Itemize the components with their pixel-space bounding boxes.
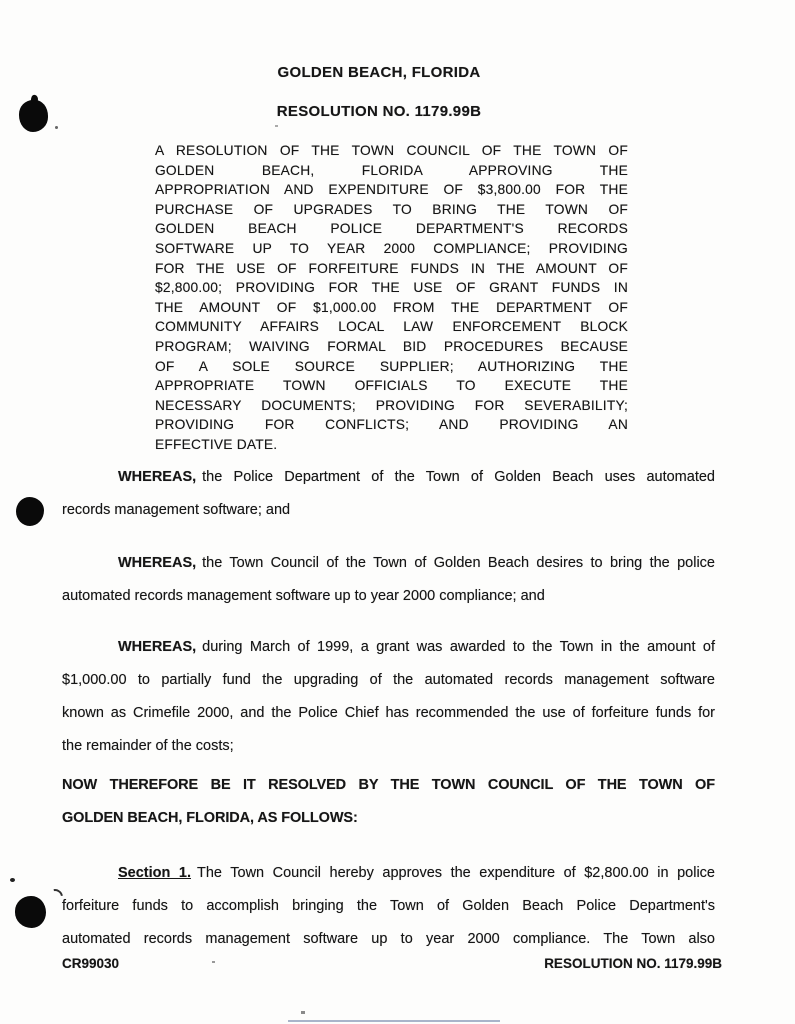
text-line: GOLDEN BEACH POLICE DEPARTMENT'S RECORDS [155,221,628,237]
whereas-clause-1 [62,461,715,527]
text-line: FOR THE USE OF FORFEITURE FUNDS IN THE AMOUNT OF [155,260,628,276]
paragraph-text: NOW THEREFORE BE IT RESOLVED BY THE TOWN COUNCIL OF THE TOWN OF [62,777,715,793]
scan-speck [212,961,215,963]
resolved-clause [62,769,715,835]
paragraph-line [62,697,715,730]
text-line: COMMUNITY AFFAIRS LOCAL LAW ENFORCEMENT BLOCK [155,319,628,335]
scan-speck [10,878,15,882]
paragraph-text: automated records management software up to year 2000 compliance. The Town also [62,931,715,947]
text-line: APPROPRIATION AND EXPENDITURE OF $3,800.00 FOR THE [155,182,628,198]
text-line: THE AMOUNT OF $1,000.00 FROM THE DEPARTMENT OF [155,299,628,315]
paragraph-line [62,580,715,613]
section-1-paragraph [62,857,715,956]
text-line: PROGRAM; WAIVING FORMAL BID PROCEDURES BECAUSE [155,338,628,354]
paragraph-text: known as Crimefile 2000, and the Police Chief has recommended the use of forfeiture funds for [62,705,715,721]
scan-speck [55,126,58,129]
ink-blob-artifact-middle [16,497,44,526]
paragraph-line [62,461,715,494]
text-line: GOLDEN BEACH, FLORIDA APPROVING THE [155,162,628,178]
document-code: CR99030 [62,956,120,971]
paragraph-text: GOLDEN BEACH, FLORIDA, AS FOLLOWS: [62,810,358,826]
paragraph-text: the remainder of the costs; [62,738,234,754]
text-line: NECESSARY DOCUMENTS; PROVIDING FOR SEVERABILITY; [155,397,628,413]
paragraph-line [62,547,715,580]
text-line: $2,800.00; PROVIDING FOR THE USE OF GRANT FUNDS IN [155,280,628,296]
document-title: GOLDEN BEACH, FLORIDA [277,64,481,81]
whereas-keyword: WHEREAS, [118,555,197,571]
paragraph-text: $1,000.00 to partially fund the upgrading of the automated records management software [62,672,715,688]
paragraph-line [62,857,715,890]
whereas-keyword: WHEREAS, [118,639,197,655]
whereas-keyword: WHEREAS, [118,469,197,485]
paragraph-text: The Town Council hereby approves the expenditure of $2,800.00 in police [197,865,715,881]
text-line: SOFTWARE UP TO YEAR 2000 COMPLIANCE; PROVIDING [155,240,628,256]
text-line: PURCHASE OF UPGRADES TO BRING THE TOWN OF [155,201,628,217]
text-line: APPROPRIATE TOWN OFFICIALS TO EXECUTE THE [155,378,628,394]
scan-speck [301,1011,305,1014]
text-line: PROVIDING FOR CONFLICTS; AND PROVIDING AN [155,417,628,433]
paragraph-line [62,769,715,802]
whereas-clause-2 [62,547,715,613]
paragraph-text: the Town Council of the Town of Golden Beach desires to bring the police [202,555,715,571]
paragraph-line [62,631,715,664]
paragraph-text: the Police Department of the Town of Golden Beach uses automated [202,469,715,485]
paragraph-text: forfeiture funds to accomplish bringing the Town of Golden Beach Police Department's [62,898,715,914]
resolution-number-footer: RESOLUTION NO. 1179.99B [544,956,722,971]
paragraph-line [62,890,715,923]
paragraph-line [62,802,715,835]
paragraph-line [62,923,715,956]
paragraph-line [62,494,715,527]
paragraph-text: during March of 1999, a grant was awarded to the Town in the amount of [202,639,715,655]
paragraph-line [62,664,715,697]
paragraph-text: automated records management software up to year 2000 compliance; and [62,588,545,604]
scan-speck [275,125,278,127]
whereas-clause-3 [62,631,715,763]
resolution-number-heading: RESOLUTION NO. 1179.99B [276,103,482,120]
ink-blob-artifact-bottom [15,896,46,928]
text-line: A RESOLUTION OF THE TOWN COUNCIL OF THE TOWN OF [155,143,628,158]
paragraph-line [62,730,715,763]
paragraph-text: records management software; and [62,502,291,518]
text-line: EFFECTIVE DATE. [155,436,278,452]
resolution-summary-block [155,141,628,455]
scan-line-artifact [288,1020,500,1022]
section-1-label: Section 1. [118,865,191,881]
text-line: OF A SOLE SOURCE SUPPLIER; AUTHORIZING THE [155,358,628,374]
